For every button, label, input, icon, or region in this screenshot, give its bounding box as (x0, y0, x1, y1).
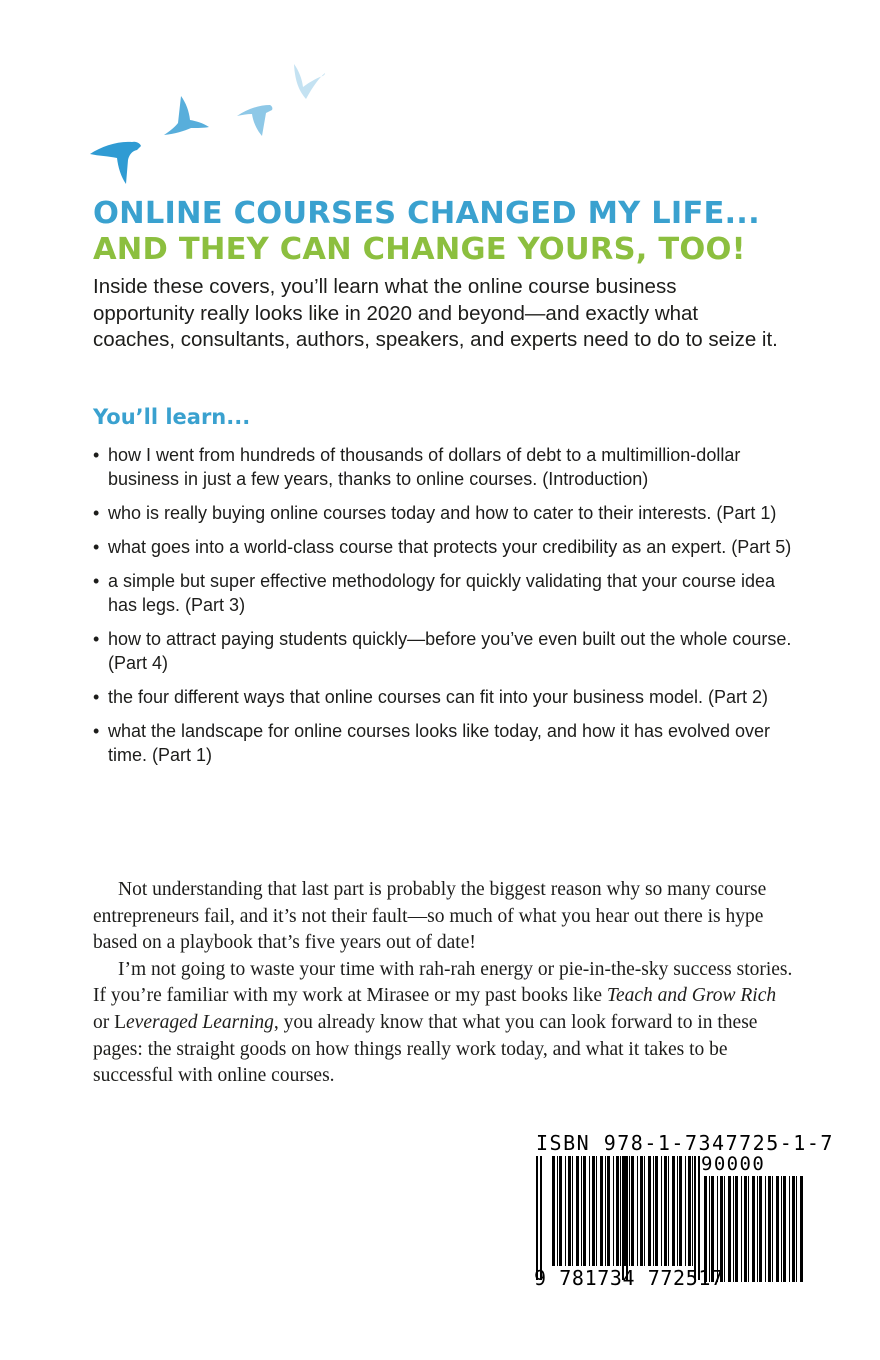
learn-heading: You’ll learn... (93, 405, 251, 429)
barcode-bar (559, 1156, 562, 1266)
barcode-bar (776, 1176, 779, 1282)
list-item-text: how I went from hundreds of thousands of dollars of debt to a multimillion-dollar business in just a few years, thanks to online courses. (Introduction) (108, 445, 741, 489)
barcode-bar (581, 1156, 582, 1266)
barcode-bar (800, 1176, 803, 1282)
ean-digits: 9 781734 772517 (534, 1266, 724, 1290)
barcode-bar (583, 1156, 586, 1266)
book-title-leveraged-learning: everaged Learning (126, 1011, 274, 1033)
barcode-bar (631, 1156, 634, 1266)
barcode-bar (568, 1156, 571, 1266)
bullet-icon: • (93, 571, 100, 591)
body-paragraph-1: Not understanding that last part is probably the biggest reason why so many course entrepreneurs fail, and it’s not their fault—so much of what you hear out there is hype based on a playbook that’s five years out of date! (93, 879, 767, 954)
barcode-bar (783, 1176, 786, 1282)
barcode-bar (605, 1156, 606, 1266)
barcode-guard-bar (626, 1156, 628, 1280)
barcode-bar (664, 1156, 667, 1266)
headline-line-1: ONLINE COURSES CHANGED MY LIFE... (93, 196, 760, 231)
barcode-bar (789, 1176, 790, 1282)
barcode-bar (565, 1156, 566, 1266)
barcode-bar (629, 1156, 630, 1266)
barcode-bar (796, 1176, 797, 1282)
bullet-icon: • (93, 445, 100, 465)
bullet-icon: • (93, 687, 100, 707)
barcode-guard-bar (694, 1156, 696, 1280)
barcode-bar (637, 1156, 638, 1266)
barcode-bar (768, 1176, 771, 1282)
barcode-bar (661, 1156, 662, 1266)
barcode-bar (685, 1156, 686, 1266)
barcode-bar (613, 1156, 614, 1266)
barcode-bar (752, 1176, 755, 1282)
barcode-bar (677, 1156, 678, 1266)
barcode-bar (748, 1176, 749, 1282)
barcode-guard-bar (540, 1156, 542, 1280)
intro-paragraph: Inside these covers, you’ll learn what the online course business opportunity really looks like in 2020 and beyond—and exactly what coaches, consultants, authors, speakers, and experts need to do to seize it. (93, 275, 778, 351)
barcode-bar (672, 1156, 675, 1266)
barcode-bar (688, 1156, 691, 1266)
barcode-guard-bar (698, 1156, 700, 1280)
body-text-run: or L (93, 1011, 127, 1033)
barcode-bar (759, 1176, 762, 1282)
barcode-bar (620, 1156, 621, 1266)
barcode-bar (607, 1156, 610, 1266)
list-item-text: how to attract paying students quickly—before you’ve even built out the whole course. (Part 4) (108, 629, 792, 673)
barcode-bar (616, 1156, 619, 1266)
barcode-guard-bar (622, 1156, 624, 1280)
isbn-label: ISBN 978-1-7347725-1-7 (536, 1131, 834, 1155)
barcode-bar (653, 1156, 654, 1266)
barcode-bar (741, 1176, 742, 1282)
list-item-text: the four different ways that online courses can fit into your business model. (Part 2) (108, 687, 769, 707)
barcode-bar (557, 1156, 558, 1266)
barcode-bar (644, 1156, 645, 1266)
barcode-bar (765, 1176, 766, 1282)
barcode-bar (692, 1156, 693, 1266)
headline-line-2: AND THEY CAN CHANGE YOURS, TOO! (93, 232, 746, 267)
body-text-run: I’m not going to waste your time with rah-rah energy or pie-in-the-sky success stories. If you’re familiar with my work at Mirasee or my past books like (93, 958, 793, 1007)
list-item-text: who is really buying online courses today and how to cater to their interests. (Part 1) (108, 503, 777, 523)
list-item-text: a simple but super effective methodology for quickly validating that your course idea has legs. (Part 3) (108, 571, 776, 615)
barcode-bar (640, 1156, 643, 1266)
barcode-bar (668, 1156, 669, 1266)
bullet-icon: • (93, 503, 100, 523)
list-item-text: what the landscape for online courses looks like today, and how it has evolved over time. (Part 1) (108, 721, 771, 765)
barcode-bar (728, 1176, 731, 1282)
barcode-bar (600, 1156, 603, 1266)
barcode-bar (792, 1176, 795, 1282)
barcode-bar (572, 1156, 573, 1266)
bullet-icon: • (93, 537, 100, 557)
barcode-guard-bar (536, 1156, 538, 1280)
barcode-bar (552, 1156, 555, 1266)
list-item-text: what goes into a world-class course that protects your credibility as an expert. (Part 5) (108, 537, 792, 557)
bullet-icon: • (93, 721, 100, 741)
barcode-bar (724, 1176, 725, 1282)
barcode-bar (781, 1176, 782, 1282)
barcode-bar (576, 1156, 579, 1266)
barcode-bar (592, 1156, 595, 1266)
barcode-bar (679, 1156, 682, 1266)
barcode-bar (744, 1176, 747, 1282)
barcode-bar (735, 1176, 738, 1282)
barcode-bar (589, 1156, 590, 1266)
barcode-bar (772, 1176, 773, 1282)
barcode-bar (648, 1156, 651, 1266)
barcode-bar (596, 1156, 597, 1266)
book-title-teach-and-grow-rich: Teach and Grow Rich (606, 985, 777, 1007)
price-code: 90000 (701, 1153, 766, 1175)
barcode-bar (655, 1156, 658, 1266)
barcode-bar (757, 1176, 758, 1282)
bullet-icon: • (93, 629, 100, 649)
barcode-bar (733, 1176, 734, 1282)
body-text-run: , you already know that what you can look forward to in these pages: the straight goods on how things really work today, and what it takes to be successful with online courses. (93, 1011, 758, 1087)
